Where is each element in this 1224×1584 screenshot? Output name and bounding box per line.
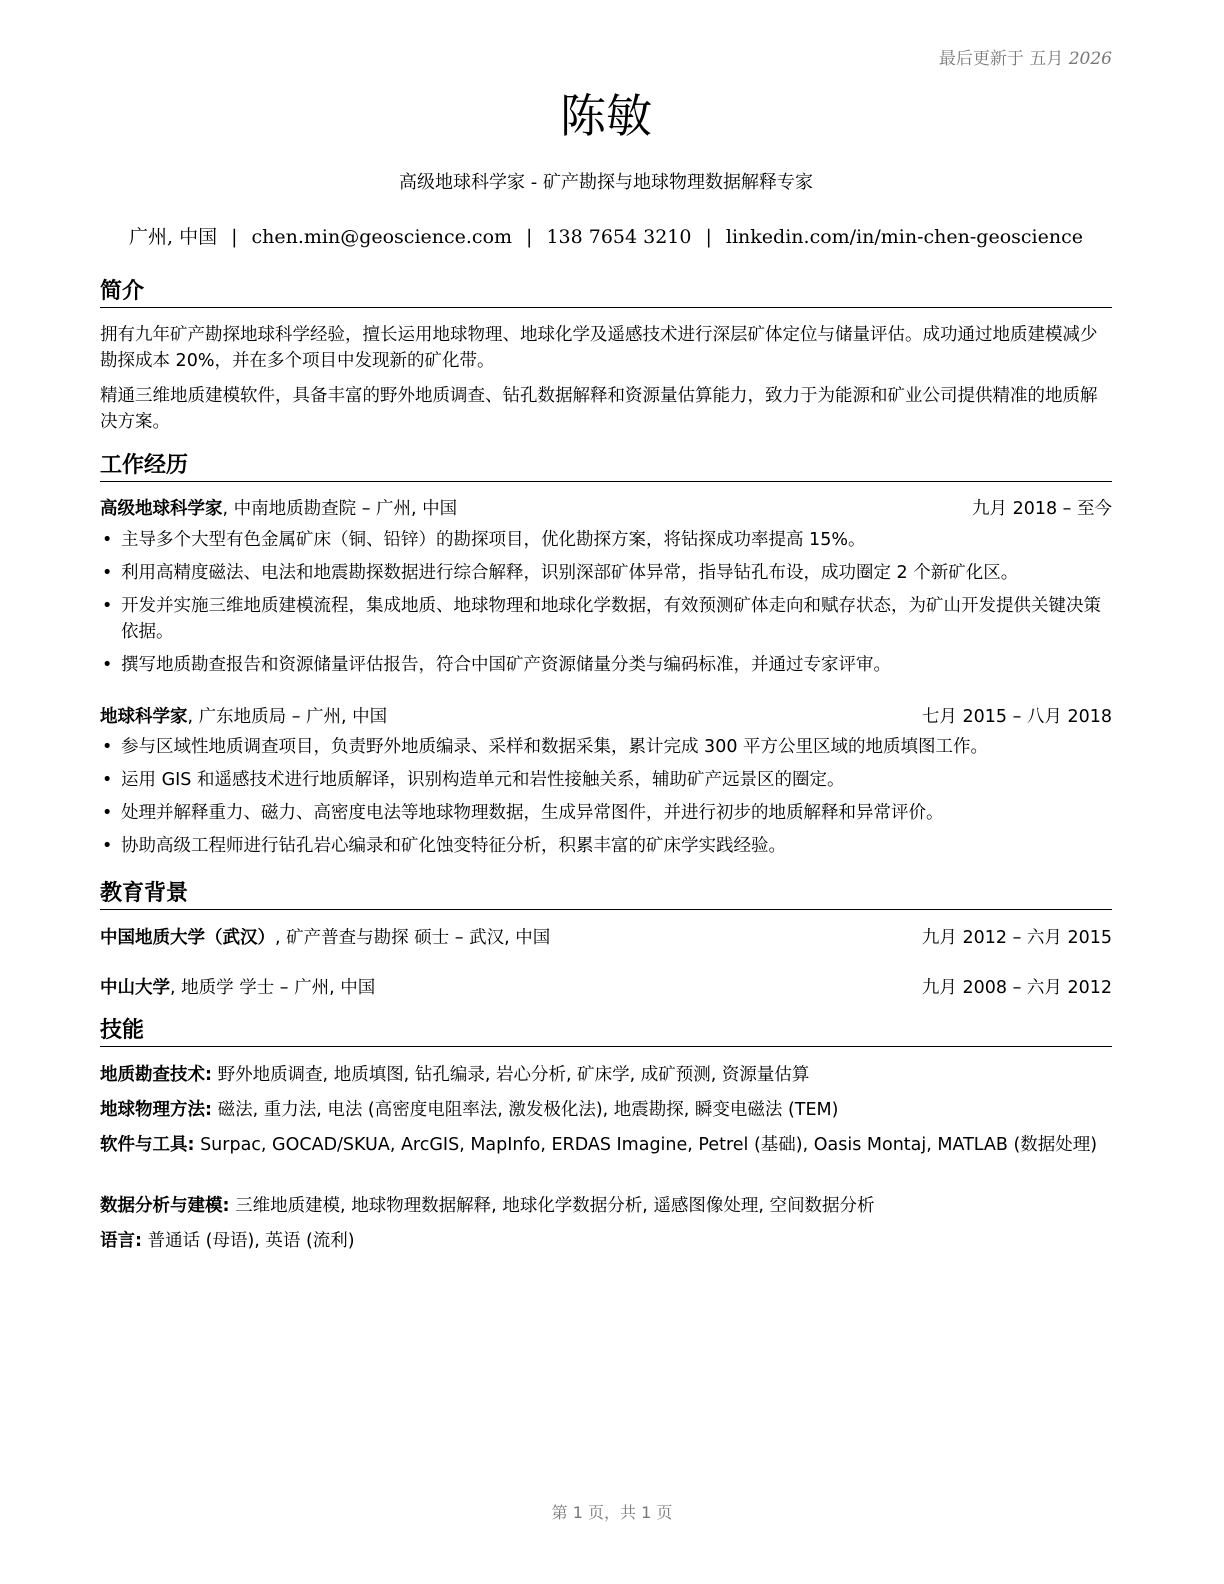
job-org: , 中南地质勘查院 – 广州, 中国 — [222, 499, 458, 519]
education-detail: , 矿产普查与勘探 硕士 – 武汉, 中国 — [275, 928, 551, 948]
skill-value: 野外地质调查, 地质填图, 钻孔编录, 岩心分析, 矿床学, 成矿预测, 资源量估算 — [212, 1065, 810, 1085]
last-updated-label: 最后更新于 五月 — [938, 49, 1064, 69]
education-school: 中山大学 — [100, 978, 170, 998]
bullet-icon: • — [102, 530, 113, 550]
bullet-icon: • — [102, 737, 113, 757]
last-updated-year: 2026 — [1068, 49, 1112, 69]
skill-row — [100, 1193, 1112, 1219]
skill-label: 软件与工具: — [100, 1135, 195, 1155]
skill-label: 语言: — [100, 1231, 142, 1251]
skill-row — [100, 1132, 1112, 1158]
bullet-icon: • — [102, 596, 113, 616]
job-dates: 九月 2018 – 至今 — [972, 499, 1112, 519]
skill-row — [100, 1097, 1112, 1123]
education-dates: 九月 2008 – 六月 2012 — [921, 978, 1112, 998]
education-school: 中国地质大学（武汉） — [100, 928, 275, 948]
section-title-summary: 简介 — [100, 278, 1112, 308]
job-bullet: • 开发并实施三维地质建模流程，集成地质、地球物理和地球化学数据，有效预测矿体走向和赋存状态，为矿山开发提供关键决策依据。 — [100, 593, 1112, 645]
last-updated — [939, 44, 1112, 69]
contact-line — [100, 224, 1112, 250]
job-bullets — [100, 734, 1112, 866]
skill-label: 地质勘查技术: — [100, 1065, 212, 1085]
education-entry — [100, 975, 1112, 1001]
bullet-icon: • — [102, 803, 113, 823]
contact-location: 广州, 中国 — [128, 226, 218, 248]
education-dates: 九月 2012 – 六月 2015 — [921, 928, 1112, 948]
contact-email[interactable]: chen.min@geoscience.com — [251, 226, 513, 248]
summary-paragraph: 拥有九年矿产勘探地球科学经验，擅长运用地球物理、地球化学及遥感技术进行深层矿体定位与储量评估。成功通过地质建模减少勘探成本 20%，并在多个项目中发现新的矿化带。 — [100, 325, 1098, 371]
education-entry — [100, 925, 1112, 951]
contact-linkedin[interactable]: linkedin.com/in/min-chen-geoscience — [725, 226, 1083, 248]
bullet-icon: • — [102, 655, 113, 675]
education-detail: , 地质学 学士 – 广州, 中国 — [170, 978, 376, 998]
skill-row — [100, 1228, 1112, 1254]
skill-label: 地球物理方法: — [100, 1100, 212, 1120]
contact-separator: | — [231, 226, 238, 248]
headline: 高级地球科学家 - 矿产勘探与地球物理数据解释专家 — [399, 172, 813, 193]
job-header — [100, 704, 1112, 730]
job-org: , 广东地质局 – 广州, 中国 — [187, 707, 388, 727]
job-bullet: • 参与区域性地质调查项目，负责野外地质编录、采样和数据采集，累计完成 300 平方公里区域的地质填图工作。 — [100, 734, 1112, 760]
section-title-education: 教育背景 — [100, 880, 1112, 910]
skill-row — [100, 1062, 1112, 1088]
job-bullet: • 运用 GIS 和遥感技术进行地质解译，识别构造单元和岩性接触关系，辅助矿产远景区的圈定。 — [100, 767, 1112, 793]
job-bullet: • 利用高精度磁法、电法和地震勘探数据进行综合解释，识别深部矿体异常，指导钻孔布设，成功圈定 2 个新矿化区。 — [100, 560, 1112, 586]
job-role: 地球科学家 — [100, 707, 188, 727]
skill-value: 磁法, 重力法, 电法 (高密度电阻率法, 激发极化法), 地震勘探, 瞬变电磁法 (TEM) — [212, 1100, 839, 1120]
skill-value: 普通话 (母语), 英语 (流利) — [142, 1231, 355, 1251]
skill-value: Surpac, GOCAD/SKUA, ArcGIS, MapInfo, ERDAS Imagine, Petrel (基础), Oasis Montaj, MATLAB (数据处理) — [194, 1135, 1098, 1155]
candidate-name: 陈敏 — [560, 89, 652, 143]
job-dates: 七月 2015 – 八月 2018 — [921, 707, 1112, 727]
section-title-skills: 技能 — [100, 1017, 1112, 1047]
skill-label: 数据分析与建模: — [100, 1196, 230, 1216]
section-title-experience: 工作经历 — [100, 452, 1112, 482]
job-bullets — [100, 527, 1112, 685]
job-role: 高级地球科学家 — [100, 499, 223, 519]
skill-value: 三维地质建模, 地球物理数据解释, 地球化学数据分析, 遥感图像处理, 空间数据分析 — [229, 1196, 875, 1216]
job-bullet: • 协助高级工程师进行钻孔岩心编录和矿化蚀变特征分析，积累丰富的矿床学实践经验。 — [100, 833, 1112, 859]
summary-paragraph: 精通三维地质建模软件，具备丰富的野外地质调查、钻孔数据解释和资源量估算能力，致力于为能源和矿业公司提供精准的地质解决方案。 — [100, 386, 1098, 432]
contact-separator: | — [705, 226, 712, 248]
job-header — [100, 496, 1112, 522]
contact-separator: | — [526, 226, 533, 248]
job-bullet: • 处理并解释重力、磁力、高密度电法等地球物理数据，生成异常图件，并进行初步的地质解释和异常评价。 — [100, 800, 1112, 826]
bullet-icon: • — [102, 836, 113, 856]
bullet-icon: • — [102, 563, 113, 583]
job-bullet: • 撰写地质勘查报告和资源储量评估报告，符合中国矿产资源储量分类与编码标准，并通过专家评审。 — [100, 652, 1112, 678]
contact-phone[interactable]: 138 7654 3210 — [546, 226, 692, 248]
job-bullet: • 主导多个大型有色金属矿床（铜、铅锌）的勘探项目，优化勘探方案，将钻探成功率提高 15%。 — [100, 527, 1112, 553]
page-footer: 第 1 页，共 1 页 — [551, 1503, 673, 1522]
bullet-icon: • — [102, 770, 113, 790]
